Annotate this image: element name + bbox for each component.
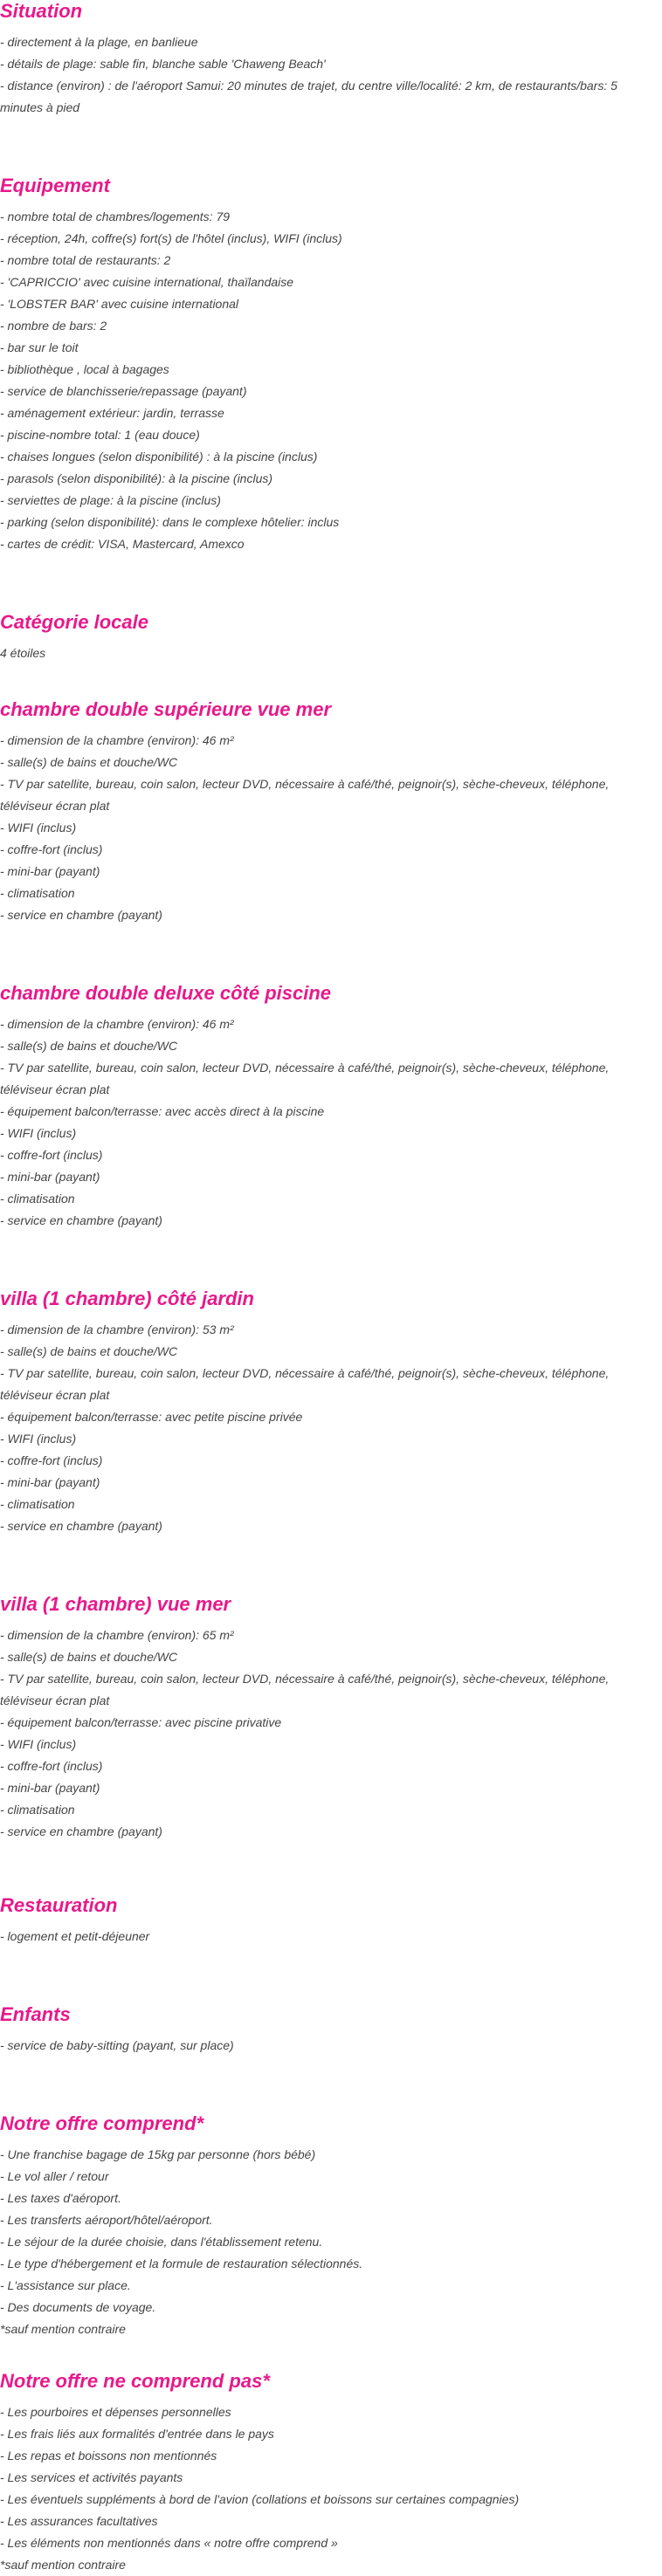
section-line: - coffre-fort (inclus) xyxy=(0,1148,103,1162)
section-title: Catégorie locale xyxy=(0,611,148,633)
section-line: - TV par satellite, bureau, coin salon, lecteur DVD, nécessaire à café/thé, peignoir(s), sèche-cheveux, téléphone, téléviseur écran plat xyxy=(0,1061,610,1096)
section-line: - service de baby-sitting (payant, sur place) xyxy=(0,2038,234,2052)
section-line: - mini-bar (payant) xyxy=(0,864,100,878)
section-villa-1-chambre-vue-mer xyxy=(0,1593,662,1843)
section-line: - WIFI (inclus) xyxy=(0,1126,77,1140)
section-title: chambre double supérieure vue mer xyxy=(0,698,332,720)
section-title: Situation xyxy=(0,0,83,22)
section-line: - nombre de bars: 2 xyxy=(0,319,107,333)
section-line: - salle(s) de bains et douche/WC xyxy=(0,1039,178,1053)
section-villa-1-chambre-cote-jardin xyxy=(0,1288,662,1537)
section-title: Restauration xyxy=(0,1894,118,1916)
section-line: - dimension de la chambre (environ): 53 m² xyxy=(0,1322,234,1336)
section-line: - climatisation xyxy=(0,886,75,900)
section-line: - climatisation xyxy=(0,1497,75,1511)
section-line: - mini-bar (payant) xyxy=(0,1170,100,1184)
section-line: - Les éléments non mentionnés dans « notre offre comprend » xyxy=(0,2536,338,2550)
section-line: *sauf mention contraire xyxy=(0,2322,126,2336)
section-line: - Les frais liés aux formalités d'entrée dans le pays xyxy=(0,2427,274,2441)
section-line: - piscine-nombre total: 1 (eau douce) xyxy=(0,428,200,442)
section-categorie-locale xyxy=(0,611,662,664)
section-line: - bibliothèque , local à bagages xyxy=(0,362,169,376)
section-line: - Les assurances facultatives xyxy=(0,2514,158,2528)
section-line: - WIFI (inclus) xyxy=(0,1737,77,1751)
section-enfants xyxy=(0,2003,662,2057)
section-chambre-double-superieure-vue-mer xyxy=(0,698,662,926)
section-situation xyxy=(0,0,662,119)
section-line: - mini-bar (payant) xyxy=(0,1781,100,1795)
section-line: - détails de plage: sable fin, blanche sable 'Chaweng Beach' xyxy=(0,57,326,71)
section-title: villa (1 chambre) vue mer xyxy=(0,1593,231,1615)
section-line: - TV par satellite, bureau, coin salon, lecteur DVD, nécessaire à café/thé, peignoir(s), sèche-cheveux, téléphone, téléviseur écran plat xyxy=(0,777,610,813)
section-line: - équipement balcon/terrasse: avec accès direct à la piscine xyxy=(0,1104,325,1118)
section-line: - dimension de la chambre (environ): 46 m² xyxy=(0,1017,234,1031)
section-equipement xyxy=(0,175,662,555)
section-line: - dimension de la chambre (environ): 65 m² xyxy=(0,1628,234,1642)
section-title: chambre double deluxe côté piscine xyxy=(0,982,331,1004)
section-line: - logement et petit-déjeuner xyxy=(0,1929,150,1943)
section-line: - service en chambre (payant) xyxy=(0,1213,162,1227)
section-line: - service en chambre (payant) xyxy=(0,1824,162,1838)
section-line: - mini-bar (payant) xyxy=(0,1475,100,1489)
section-line: - chaises longues (selon disponibilité) : à la piscine (inclus) xyxy=(0,450,318,464)
section-line: - WIFI (inclus) xyxy=(0,1432,77,1446)
section-line: - service en chambre (payant) xyxy=(0,1519,162,1533)
section-line: - coffre-fort (inclus) xyxy=(0,842,103,856)
section-title: Notre offre ne comprend pas* xyxy=(0,2370,270,2392)
section-line: - service en chambre (payant) xyxy=(0,908,162,922)
section-line: - dimension de la chambre (environ): 46 m² xyxy=(0,733,234,747)
section-title: villa (1 chambre) côté jardin xyxy=(0,1288,254,1309)
section-line: - Le type d'hébergement et la formule de restauration sélectionnés. xyxy=(0,2257,363,2270)
section-notre-offre-comprend xyxy=(0,2112,662,2340)
section-line: - WIFI (inclus) xyxy=(0,821,77,835)
section-line: - salle(s) de bains et douche/WC xyxy=(0,1650,178,1664)
section-line: - Le vol aller / retour xyxy=(0,2169,109,2183)
section-line: - équipement balcon/terrasse: avec piscine privative xyxy=(0,1715,282,1729)
section-line: - climatisation xyxy=(0,1192,75,1206)
section-line: - coffre-fort (inclus) xyxy=(0,1759,103,1773)
section-line: - Une franchise bagage de 15kg par personne (hors bébé) xyxy=(0,2147,316,2161)
section-title: Equipement xyxy=(0,175,110,196)
section-restauration xyxy=(0,1894,662,1947)
section-line: *sauf mention contraire xyxy=(0,2558,126,2572)
section-line: - Des documents de voyage. xyxy=(0,2300,156,2314)
section-line: - salle(s) de bains et douche/WC xyxy=(0,1344,178,1358)
section-line: - nombre total de restaurants: 2 xyxy=(0,253,171,267)
section-line: - parasols (selon disponibilité): à la piscine (inclus) xyxy=(0,471,273,485)
section-line: - cartes de crédit: VISA, Mastercard, Amexco xyxy=(0,537,245,551)
section-line: - Les pourboires et dépenses personnelles xyxy=(0,2405,231,2419)
section-line: - directement à la plage, en banlieue xyxy=(0,35,198,49)
section-line: - 'LOBSTER BAR' avec cuisine international xyxy=(0,297,239,311)
section-line: - TV par satellite, bureau, coin salon, lecteur DVD, nécessaire à café/thé, peignoir(s), sèche-cheveux, téléphone, téléviseur écran plat xyxy=(0,1672,610,1707)
section-line: - Les services et activités payants xyxy=(0,2470,183,2484)
section-notre-offre-ne-comprend-pas xyxy=(0,2370,662,2576)
section-line: - TV par satellite, bureau, coin salon, lecteur DVD, nécessaire à café/thé, peignoir(s), sèche-cheveux, téléphone, téléviseur écran plat xyxy=(0,1366,610,1402)
section-line: - Le séjour de la durée choisie, dans l'établissement retenu. xyxy=(0,2235,323,2249)
section-line: - aménagement extérieur: jardin, terrasse xyxy=(0,406,224,420)
section-chambre-double-deluxe-cote-piscine xyxy=(0,982,662,1232)
section-line: - service de blanchisserie/repassage (payant) xyxy=(0,384,247,398)
section-line: - serviettes de plage: à la piscine (inclus) xyxy=(0,493,221,507)
section-line: - Les transferts aéroport/hôtel/aéroport. xyxy=(0,2213,213,2227)
section-title: Notre offre comprend* xyxy=(0,2112,204,2134)
section-line: - Les éventuels suppléments à bord de l'avion (collations et boissons sur certaines compagnies) xyxy=(0,2492,520,2506)
section-line: - L'assistance sur place. xyxy=(0,2278,131,2292)
section-line: 4 étoiles xyxy=(0,646,46,660)
section-line: - réception, 24h, coffre(s) fort(s) de l'hôtel (inclus), WIFI (inclus) xyxy=(0,231,342,245)
section-line: - salle(s) de bains et douche/WC xyxy=(0,755,178,769)
section-line: - Les repas et boissons non mentionnés xyxy=(0,2449,217,2463)
section-title: Enfants xyxy=(0,2003,71,2025)
section-line: - bar sur le toit xyxy=(0,340,79,354)
section-line: - distance (environ) : de l'aéroport Samui: 20 minutes de trajet, du centre ville/localité: 2 km, de restaurants/bars: 5 minutes à pied xyxy=(0,79,617,114)
section-line: - climatisation xyxy=(0,1803,75,1817)
section-line: - nombre total de chambres/logements: 79 xyxy=(0,210,231,223)
section-line: - équipement balcon/terrasse: avec petite piscine privée xyxy=(0,1410,303,1424)
section-line: - coffre-fort (inclus) xyxy=(0,1453,103,1467)
section-line: - 'CAPRICCIO' avec cuisine international, thaïlandaise xyxy=(0,275,294,289)
section-line: - parking (selon disponibilité): dans le complexe hôtelier: inclus xyxy=(0,515,340,529)
section-line: - Les taxes d'aéroport. xyxy=(0,2191,121,2205)
